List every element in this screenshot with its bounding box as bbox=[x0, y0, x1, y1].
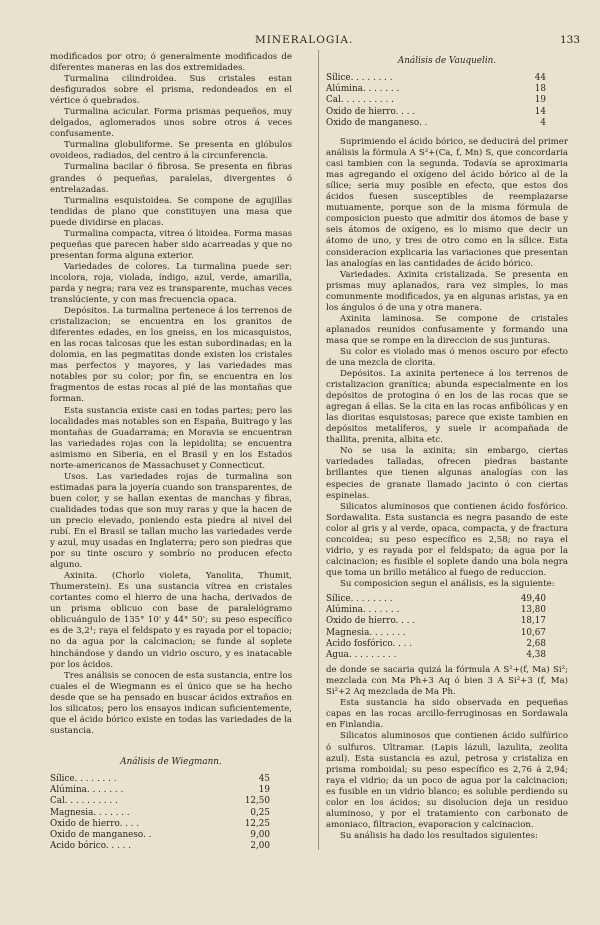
table-row bbox=[50, 841, 292, 852]
table-cell-value: 12,25 bbox=[244, 818, 270, 829]
table-title: Análisis de Wiegmann. bbox=[120, 756, 222, 767]
paragraph: Suprimiendo el ácido bórico, se deducirá del primer análisis la fórmula A S²+(Ca, f, Mn) S, que concordaria casi tambien con la segunda. Todavía se aproximaria mas agregando el oxígeno del ácido bórico al de la sílice; seria muy posible en efecto, que estos dos ácidos fuesen susceptibles de reemplazarse mutuamente, porque son de la misma fórmula de composicion puesto que admitir dos átomos de base y seis átomos de oxígeno, es lo mismo que decir un átomo de uno, y tres de otro como en la sílice. Esta consideracion explicaria las variaciones que presentan las analogías en las cantidades de ácido bórico. bbox=[326, 137, 568, 269]
table-cell-value: 10,67 bbox=[520, 627, 546, 638]
paragraph: Tres análisis se conocen de esta sustancia, entre los cuales el de Wiegmann es el único que se ha hecho desde que se ha pensado en buscar ácidos extraños en los silicatos; pero los ensayos indican suficientemente, que el ácido bórico existe en todas las variedades de la sustancia. bbox=[50, 670, 292, 736]
table-cell-name: Oxido de manganeso. . bbox=[50, 829, 152, 840]
table-row bbox=[326, 650, 568, 661]
table-cell-value: 44 bbox=[534, 73, 546, 84]
table-cell-name: Oxido de hierro. . . . bbox=[326, 106, 416, 117]
table-row bbox=[326, 628, 568, 639]
paragraph: Depósitos. La turmalina pertenece á los terrenos de cristalizacion; se encuentra en los granitos de diferentes edades, en los gneiss, en los micasquistos, en las rocas talcosas que les estan subordinadas; en la dolomia, en las pegmatitas donde existen los cristales mas perfectos y mayores, y las variedades mas notables por su color; por fin, se encuentra en los fragmentos de estas rocas al pié de las montañas que forman. bbox=[50, 306, 292, 405]
paragraph: Turmalina esquistoidea. Se compone de agujillas tendidas de plano que constituyen una masa que puede dividirse en placas. bbox=[50, 195, 292, 228]
paragraph: Axinita. (Chorlo violeta, Yanolita, Thumit, Thumerstein). Es una sustancia vítrea en cristales cortantes como el hierro de una hacha, derivados de un prisma oblicuo con base de paralelógramo oblicuángulo de 135° 10' y 44° 50'; su peso específico es de 3,2¹; raya el feldspato y es rayada por el topacio; no da agua por la calcinacion; se funde al soplete hinchándose y dando un vidrio oscuro, y es inatacable por los ácidos. bbox=[50, 571, 292, 670]
page-number: 133 bbox=[560, 34, 581, 46]
paragraph: No se usa la axinita; sin embargo, ciertas variedades talladas, ofrecen piedras bastante brillantes que tienen algunas analogías con las especies de granate llamado jacinto ó con ciertas espinelas. bbox=[326, 446, 568, 501]
running-title: MINERALOGIA. bbox=[255, 34, 354, 46]
page-header bbox=[0, 34, 600, 50]
table-cell-value: 45 bbox=[258, 773, 270, 784]
table-row bbox=[50, 808, 292, 819]
table-cell-name: Agua. . . . . . . . . bbox=[326, 650, 397, 660]
table-row bbox=[326, 639, 568, 650]
right-column bbox=[326, 52, 568, 842]
table-cell-name: Sílice. . . . . . . . bbox=[50, 773, 117, 784]
table-row bbox=[50, 830, 292, 841]
table-cell-value: 4 bbox=[540, 117, 546, 128]
table-title: Análisis de Vauquelin. bbox=[397, 56, 497, 66]
paragraph: Silicatos aluminosos que contienen ácido sulfúrico ó sulfuros. Ultramar. (Lapis lázuli, lazulita, zeolita azul). Esta sustancia es azul, petrosa y cristaliza en prisma romboidal; su peso específico es 2,76 á 2,94; raya el vidrio; da un poco de agua por la calcinacion; es fusible en un vidrio blanco; es soluble perdiendo su color en los ácidos; su disolucion deja un residuo aluminoso, y por el tratamiento con carbonato de amoniaco, filtracion, evaporacion y calcinacion. bbox=[326, 731, 568, 830]
table-cell-value: 13,80 bbox=[520, 605, 546, 616]
table-cell-name: Acido bórico. . . . . bbox=[50, 841, 131, 852]
table-cell-name: Alúmina. . . . . . . bbox=[326, 605, 400, 616]
table-row bbox=[326, 95, 568, 106]
table-row bbox=[326, 84, 568, 95]
analysis-table-sordawalita bbox=[326, 594, 568, 661]
table-row bbox=[326, 73, 568, 84]
paragraph: de donde se sacaria quizá la fórmula A S²+(f, Ma) Si²; mezclada con Ma Ph+3 Aq ó bien 3 A Si²+3 (f, Ma) Si²+2 Aq mezclada de Ma Ph. bbox=[326, 665, 568, 698]
table-cell-name: Magnesia. . . . . . . bbox=[326, 627, 406, 638]
paragraph: Silicatos aluminosos que contienen ácido fosfórico. Sordawalita. Esta sustancia es negra pasando de este color al gris y al verde, opaca, compacta, y de fractura concoidea; su peso específico es 2,58; no raya el vidrio, y es rayada por el feldspato; da agua por la calcinacion; es fusible el soplete dando una bola negra que toma un brillo metálico al fuego de reduccion. bbox=[326, 501, 568, 578]
paragraph: Su composicion segun el análisis, es la siguiente: bbox=[340, 578, 555, 589]
table-cell-name: Oxido de manganeso. . bbox=[326, 117, 428, 128]
paragraph: Su color es violado mas ó menos oscuro por efecto de una mezcla de clorita. bbox=[326, 346, 568, 368]
table-cell-value: 49,40 bbox=[520, 593, 546, 604]
table-cell-value: 19 bbox=[258, 785, 270, 796]
table-row bbox=[50, 796, 292, 807]
table-row bbox=[326, 107, 568, 118]
table-cell-name: Oxido de hierro. . . . bbox=[326, 616, 416, 627]
paragraph: Turmalina cilindroidea. Sus cristales estan desfigurados sobre el prisma, redondeados en el vértice ó quebrados. bbox=[50, 74, 292, 107]
table-cell-value: 12,50 bbox=[244, 796, 270, 807]
table-cell-value: 2,00 bbox=[250, 841, 270, 852]
paragraph: Esta sustancia ha sido observada en pequeñas capas en las rocas arcillo-ferruginosas en Sordawala en Finlandia. bbox=[326, 698, 568, 731]
left-column bbox=[50, 52, 292, 852]
table-row bbox=[326, 118, 568, 129]
table-cell-value: 18,17 bbox=[520, 616, 546, 627]
table-cell-name: Sílice. . . . . . . . bbox=[326, 73, 393, 84]
paragraph: Turmalina compacta, vitrea ó litoidea. Forma masas pequeñas que parecen haber sido acarreadas y que no presentan forma alguna exterior. bbox=[50, 228, 292, 261]
paragraph: Depósitos. La axinita pertenece á los terrenos de cristalizacion granítica; abunda especialmente en los depósitos de protogina ó en los de las rocas que se agregan á ellas. Se la cita en las rocas anfibólicas y en las dioritas esquistosas; parece que existe tambien en depósitos metalíferos, y suele ir acompañada de thallita, prenita, albita etc. bbox=[326, 369, 568, 446]
table-cell-name: Magnesia. . . . . . . bbox=[50, 807, 130, 818]
table-cell-value: 4,38 bbox=[526, 650, 546, 660]
table-row bbox=[326, 594, 568, 605]
table-cell-name: Acido fosfórico. . . . bbox=[326, 638, 413, 649]
table-cell-name: Sílice. . . . . . . . bbox=[326, 593, 393, 604]
table-cell-name: Oxido de hierro. . . . bbox=[50, 818, 140, 829]
table-cell-name: Cal. . . . . . . . . . bbox=[50, 796, 118, 807]
table-cell-value: 18 bbox=[534, 84, 546, 95]
table-cell-value: 2,68 bbox=[526, 638, 546, 649]
paragraph: Esta sustancia existe casi en todas partes; pero las localidades mas notables son en España, Buitrago y las montañas de Guadarrama; en Moravia se encuentran las variedades rojas con la lepidolita; se encuentra asimismo en Siberia, en el Brasil y en los Estados norte-americanos de Massachuset y Connecticut. bbox=[50, 405, 292, 471]
paragraph: Turmalina globuliforme. Se presenta en glóbulos ovoideos, radiados, del centro á la circunferencia. bbox=[50, 140, 292, 162]
paragraph: Su análisis ha dado los resultados siguientes: bbox=[340, 830, 538, 841]
table-cell-name: Alúmina. . . . . . . bbox=[50, 785, 124, 796]
analysis-table-vauquelin bbox=[326, 73, 568, 129]
table-row bbox=[50, 774, 292, 785]
column-divider bbox=[318, 50, 319, 850]
table-row bbox=[50, 819, 292, 830]
paragraph: modificados por otro; ó generalmente modificados de diferentes maneras en las dos extremidades. bbox=[50, 52, 292, 74]
paragraph: Variedades de colores. La turmalina puede ser: incolora, roja, violada, índigo, azul, verde, amarilla, parda y negra; rara vez es transparente, muchas veces translúciente, y con mas frecuencia opaca. bbox=[50, 261, 292, 306]
table-cell-value: 9,00 bbox=[250, 829, 270, 840]
analysis-table-wiegmann bbox=[50, 774, 292, 852]
table-row bbox=[50, 785, 292, 796]
paragraph: Axinita laminosa. Se compone de cristales aplanados reunidos confusamente y formando una masa que se rompe en la direccion de sus junturas. bbox=[326, 313, 568, 346]
table-cell-value: 19 bbox=[534, 95, 546, 106]
table-row bbox=[326, 616, 568, 627]
paragraph: Variedades. Axinita cristalizada. Se presenta en prismas muy aplanados, rara vez simples, lo mas comunmente modificados, ya en algunas aristas, ya en los ángulos ó de una y otra manera. bbox=[326, 269, 568, 313]
paragraph: Usos. Las variedades rojas de turmalina son estimadas para la joyería cuando son transparentes, de buen color, y se hallan exentas de manchas y fibras, cualidades todas que son muy raras y que la hacen de un precio elevado, poniendo esta piedra al nivel del rubí. En el Brasil se tallan mucho las variedades verde y azul, muy usadas en Inglaterra; pero son piedras que por su tinte oscuro y sombrío no producen efecto alguno. bbox=[50, 471, 292, 571]
paragraph: Turmalina acicular. Forma prismas pequeños, muy delgados, aglomerados unos sobre otros á veces confusamente. bbox=[50, 107, 292, 140]
table-cell-value: 14 bbox=[534, 106, 546, 117]
table-cell-value: 0,25 bbox=[250, 807, 270, 818]
table-cell-name: Alúmina. . . . . . . bbox=[326, 84, 400, 95]
paragraph: Turmalina bacilar ó fibrosa. Se presenta en fibras grandes ó pequeñas, paralelas, divergentes ó entrelazadas. bbox=[50, 162, 292, 195]
table-row bbox=[326, 605, 568, 616]
table-cell-name: Cal. . . . . . . . . . bbox=[326, 95, 394, 106]
